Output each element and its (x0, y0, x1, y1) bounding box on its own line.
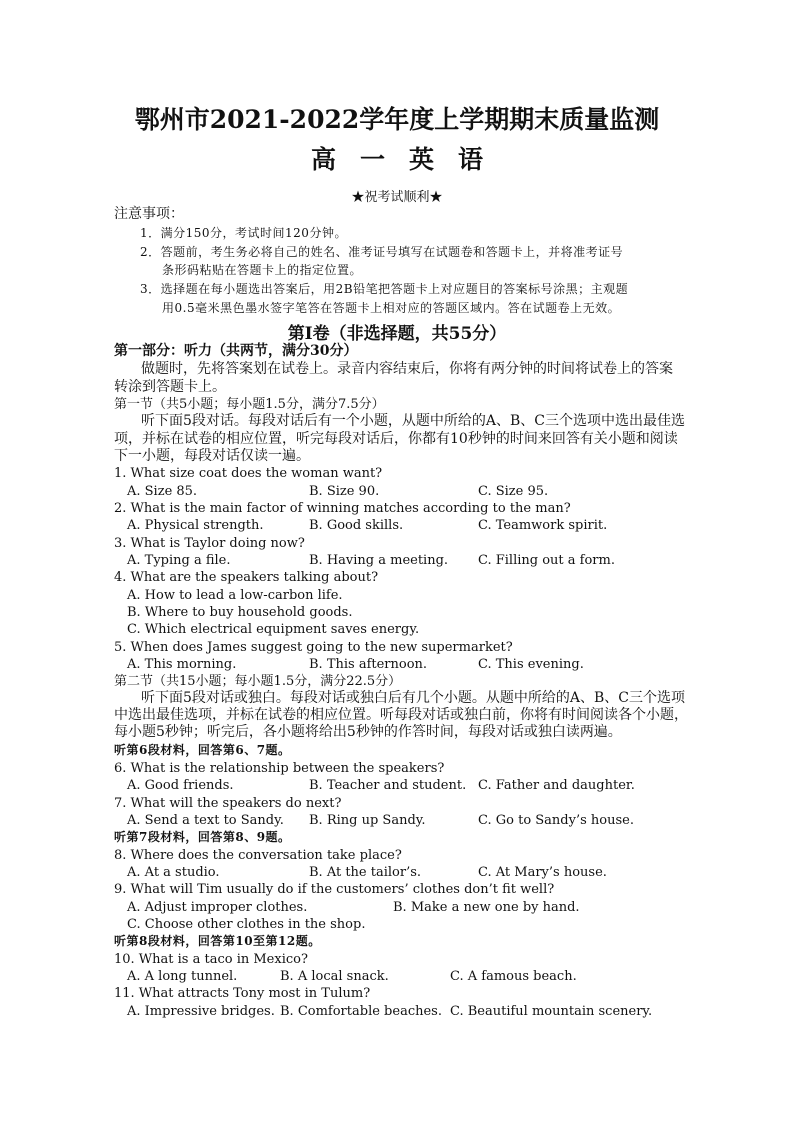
question-4: 4. What are the speakers talking about? (114, 570, 379, 585)
q7-option-b: B. Ring up Sandy. (309, 813, 426, 828)
question-11: 11. What attracts Tony most in Tulum? (114, 986, 371, 1001)
q9-option-a: A. Adjust improper clothes. (127, 900, 308, 915)
q1-option-a: A. Size 85. (127, 484, 198, 499)
q8-option-a: A. At a studio. (127, 865, 220, 880)
q4-option-a: A. How to lead a low-carbon life. (127, 588, 343, 603)
q7-option-a: A. Send a text to Sandy. (127, 813, 284, 828)
q7-option-c: C. Go to Sandy’s house. (478, 813, 634, 828)
question-7: 7. What will the speakers do next? (114, 796, 342, 811)
note-item-2-cont: 条形码粘贴在答题卡上的指定位置。 (162, 263, 363, 277)
question-8: 8. Where does the conversation take place? (114, 848, 402, 863)
q5-option-a: A. This morning. (127, 657, 237, 672)
q4-option-c: C. Which electrical equipment saves energy. (127, 622, 420, 637)
q5-option-c: C. This evening. (478, 657, 584, 672)
q8-option-c: C. At Mary’s house. (478, 865, 607, 880)
q3-option-c: C. Filling out a form. (478, 553, 615, 568)
q2-option-a: A. Physical strength. (127, 518, 264, 533)
question-6: 6. What is the relationship between the speakers? (114, 761, 445, 776)
q1-option-c: C. Size 95. (478, 484, 549, 499)
note-item-3: 3．选择题在每小题选出答案后，用2B铅笔把答题卡上对应题目的答案标号涂黑；主观题 (140, 282, 629, 296)
section1-intro-3: 下一小题，每段对话仅读一遍。 (114, 448, 310, 464)
q4-option-b: B. Where to buy household goods. (127, 605, 353, 620)
good-luck-line: ★祝考试顺利★ (351, 190, 443, 205)
q11-option-b: B. Comfortable beaches. (280, 1004, 442, 1019)
q11-option-c: C. Beautiful mountain scenery. (450, 1004, 653, 1019)
exam-title: 鄂州市2021-2022学年度上学期期末质量监测 (134, 105, 660, 134)
question-3: 3. What is Taylor doing now? (114, 536, 305, 551)
q2-option-b: B. Good skills. (309, 518, 404, 533)
q6-option-b: B. Teacher and student. (309, 778, 467, 793)
volume-title: 第Ⅰ卷（非选择题，共55分） (287, 324, 507, 344)
section1-title: 第一节（共5小题；每小题1.5分，满分7.5分） (114, 397, 385, 412)
section1-intro-2: 项，并标在试卷的相应位置，听完每段对话后，你都有10秒钟的时间来回答有关小题和阅读 (114, 431, 678, 447)
q11-option-a: A. Impressive bridges. (127, 1004, 275, 1019)
section2-intro-3: 每小题5秒钟；听完后，各小题将给出5秒钟的作答时间，每段对话或独白读两遍。 (114, 724, 622, 740)
q10-option-a: A. A long tunnel. (127, 969, 238, 984)
material-6-line: 听第6段材料，回答第6、7题。 (114, 743, 291, 757)
q6-option-c: C. Father and daughter. (478, 778, 635, 793)
q10-option-b: B. A local snack. (280, 969, 389, 984)
part1-intro-2: 转涂到答题卡上。 (114, 379, 226, 395)
section2-intro-2: 中选出最佳选项，并标在试卷的相应位置。听每段对话或独白前，你将有时间阅读各个小题， (114, 707, 688, 723)
part1-intro-1: 做题时，先将答案划在试卷上。录音内容结束后，你将有两分钟的时间将试卷上的答案 (141, 361, 673, 377)
question-5: 5. When does James suggest going to the new supermarket? (114, 640, 513, 655)
subject-title: 高一英语 (310, 145, 507, 174)
q6-option-a: A. Good friends. (127, 778, 234, 793)
part1-title: 第一部分：听力（共两节，满分30分） (114, 343, 358, 359)
q5-option-b: B. This afternoon. (309, 657, 428, 672)
q1-option-b: B. Size 90. (309, 484, 380, 499)
q10-option-c: C. A famous beach. (450, 969, 577, 984)
note-item-1: 1．满分150分，考试时间120分钟。 (140, 226, 347, 240)
q8-option-b: B. At the tailor’s. (309, 865, 422, 880)
q3-option-a: A. Typing a file. (127, 553, 231, 568)
q9-option-c: C. Choose other clothes in the shop. (127, 917, 366, 932)
section1-intro-1: 听下面5段对话。每段对话后有一个小题，从题中所给的A、B、C三个选项中选出最佳选 (141, 413, 686, 429)
question-10: 10. What is a taco in Mexico? (114, 952, 308, 967)
question-2: 2. What is the main factor of winning matches according to the man? (114, 501, 571, 516)
notes-heading: 注意事项： (114, 206, 184, 222)
note-item-3-cont: 用0.5毫米黑色墨水签字笔答在答题卡上相对应的答题区域内。答在试题卷上无效。 (162, 301, 621, 315)
q2-option-c: C. Teamwork spirit. (478, 518, 608, 533)
material-7-line: 听第7段材料，回答第8、9题。 (114, 830, 291, 844)
question-9: 9. What will Tim usually do if the customers’ clothes don’t fit well? (114, 882, 555, 897)
q9-option-b: B. Make a new one by hand. (393, 900, 580, 915)
section2-title: 第二节（共15小题；每小题1.5分，满分22.5分） (114, 674, 402, 689)
material-8-line: 听第8段材料，回答第10至第12题。 (114, 934, 321, 948)
section2-intro-1: 听下面5段对话或独白。每段对话或独白后有几个小题。从题中所给的A、B、C三个选项 (141, 690, 686, 706)
q3-option-b: B. Having a meeting. (309, 553, 449, 568)
question-1: 1. What size coat does the woman want? (114, 466, 383, 481)
note-item-2: 2．答题前，考生务必将自己的姓名、准考证号填写在试题卷和答题卡上，并将准考证号 (140, 245, 624, 259)
